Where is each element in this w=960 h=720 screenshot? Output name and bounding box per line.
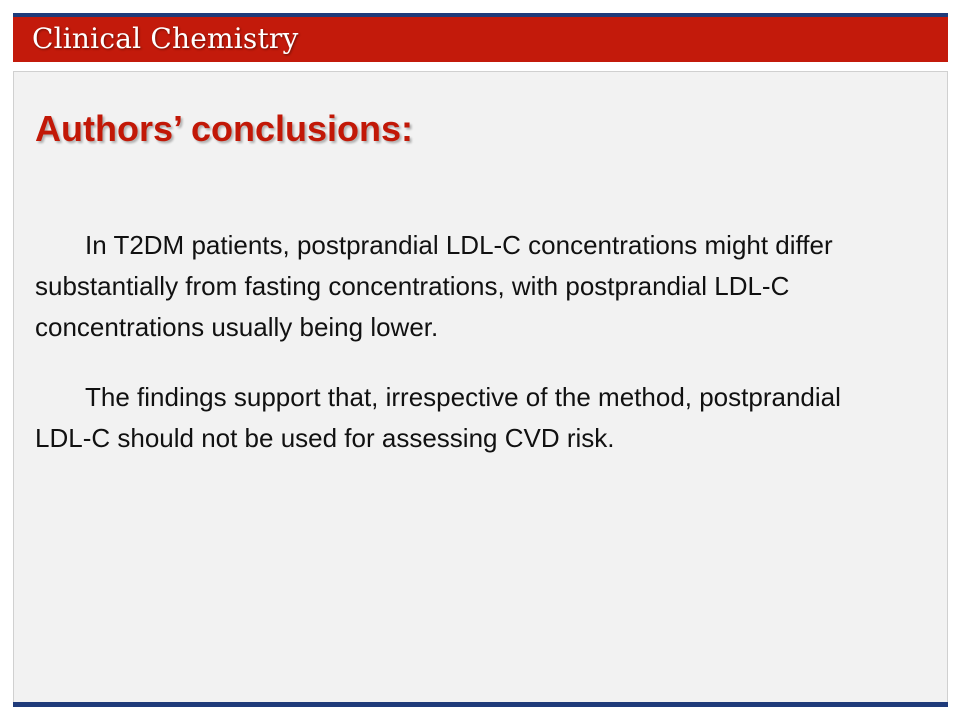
conclusion-paragraph-2: The findings support that, irrespective of the method, postprandial LDL-C should not be used for assessing CVD risk. (35, 382, 841, 453)
slide-heading: Authors’ conclusions: (35, 108, 414, 149)
banner-title: Clinical Chemistry (32, 22, 299, 55)
bottom-rule (13, 702, 948, 707)
header-banner (13, 17, 948, 62)
conclusion-paragraph-1: In T2DM patients, postprandial LDL-C concentrations might differ substantially from fasting concentrations, with postprandial LDL-C concentrations usually being lower. (35, 230, 833, 342)
